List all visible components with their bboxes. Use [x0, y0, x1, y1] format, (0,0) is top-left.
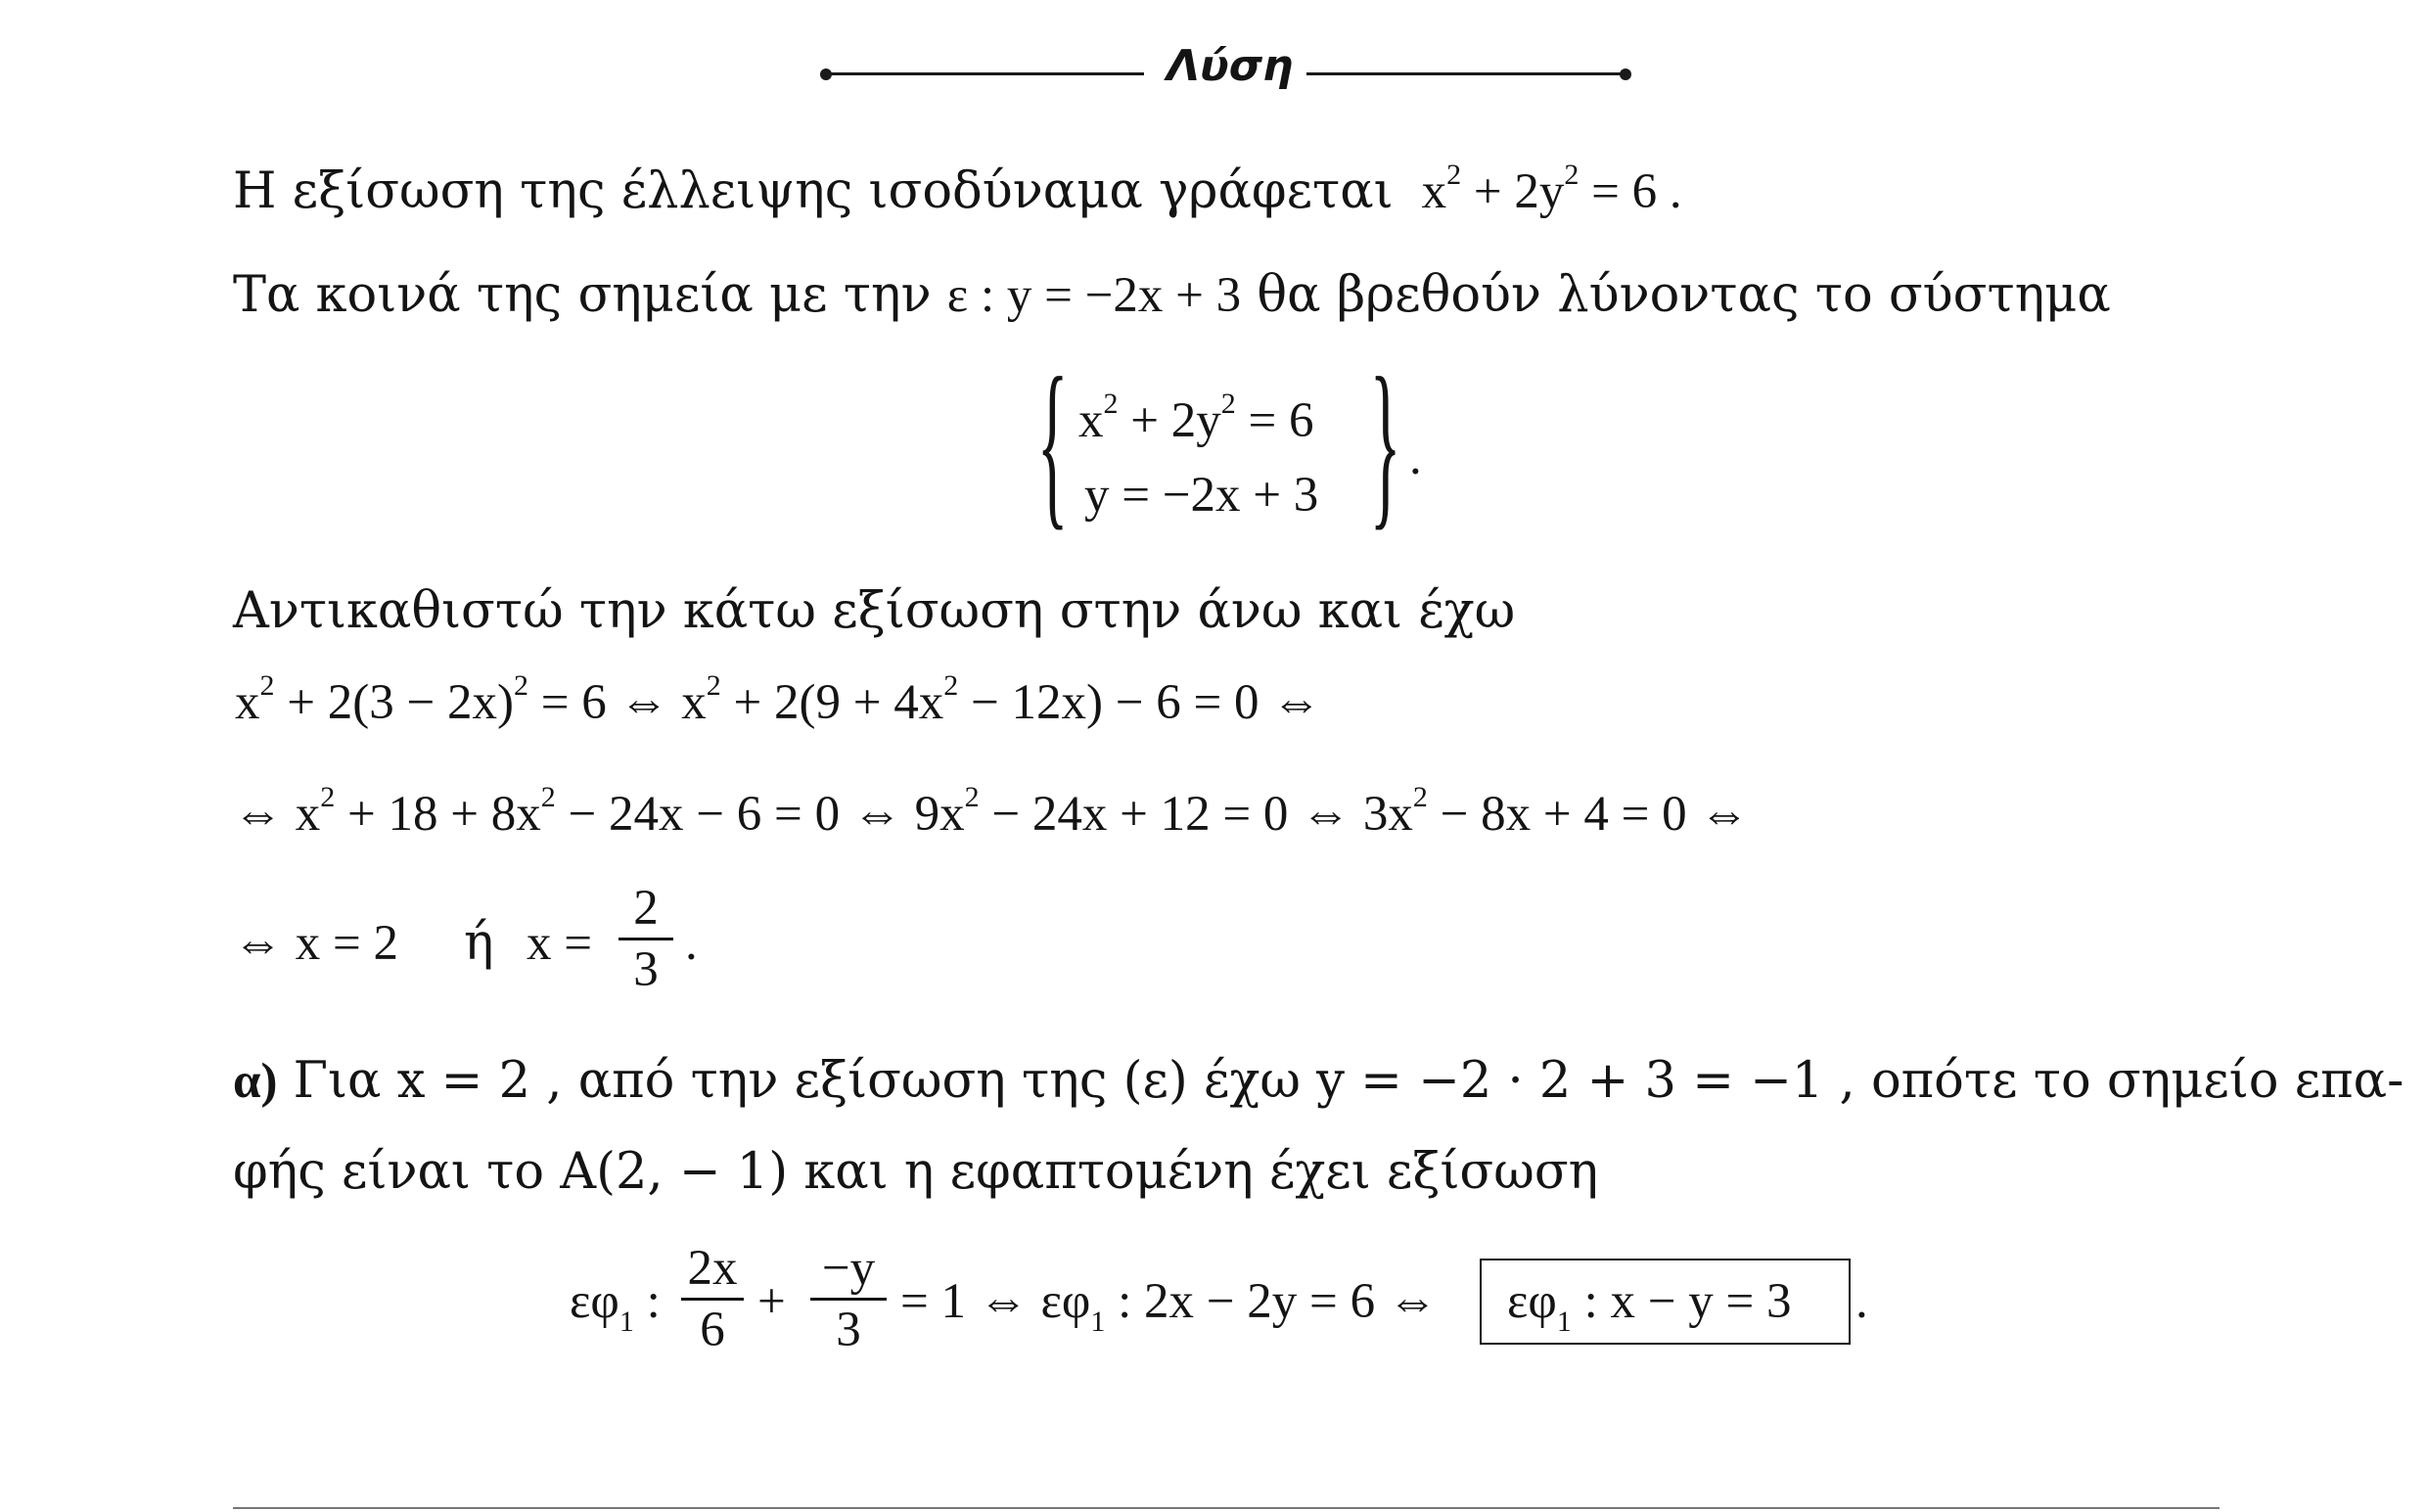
part-a-line-1 [233, 1052, 2404, 1111]
title-right-rule [1306, 72, 1625, 75]
title-left-rule [826, 72, 1144, 75]
tangent-mid-rest: : 2x − 2y = 6 ⇔ [1118, 1274, 1438, 1329]
paragraph-1-text: Η εξίσωση της έλλειψης ισοδύναμα γράφεται [233, 162, 1394, 220]
tangent-middle [900, 1272, 1438, 1338]
tangent-lhs [570, 1272, 661, 1338]
tangent-symbol: εφ [1507, 1274, 1557, 1329]
tangent-result [1507, 1272, 1792, 1338]
part-a-label: α) [233, 1054, 278, 1109]
paragraph-1 [233, 159, 1682, 228]
equation-line-3-prefix: ⇔ x = 2 [233, 916, 399, 971]
paragraph-3: Αντικαθιστώ την κάτω εξίσωση στην άνω και έχω [233, 582, 1516, 640]
tangent-mid-text: = 1 ⇔ εφ [900, 1274, 1091, 1329]
equation-line-3-end: . [685, 916, 698, 971]
fraction-denominator: 6 [700, 1303, 725, 1357]
equation-line-3-or: ή [464, 914, 494, 972]
system-left-brace: { [1036, 341, 1069, 546]
tangent-colon: : [646, 1274, 661, 1329]
tangent-plus: + [757, 1274, 786, 1329]
paragraph-2-text-a: Τα κοινά της σημεία με την [233, 266, 932, 324]
system-end-period: . [1409, 431, 1422, 485]
fraction-denominator: 3 [836, 1303, 861, 1357]
fraction-numerator: 2x [687, 1241, 738, 1296]
tangent-symbol: εφ [570, 1274, 619, 1329]
paragraph-2 [233, 266, 2111, 325]
part-a-line-2: φής είναι το Α(2, − 1) και η εφαπτομένη έχει εξίσωση [233, 1143, 1599, 1201]
tangent-subscript: 1 [1556, 1306, 1572, 1338]
fraction-2x-over-6 [681, 1239, 744, 1359]
system-row-2: y = −2x + 3 [1084, 468, 1319, 523]
tangent-end-period: . [1855, 1274, 1868, 1329]
line-equation: ε : y = −2x + 3 [946, 268, 1242, 323]
fraction-two-thirds [618, 879, 673, 999]
paragraph-2-text-b: θα βρεθούν λύνοντας το σύστημα [1257, 266, 2111, 324]
fraction-numerator: 2 [633, 881, 659, 936]
fraction-numerator: −y [821, 1241, 876, 1296]
paragraph-1-equation: $x^2 + 2y^2 = 6$ . [1408, 159, 1682, 219]
bottom-divider [233, 1507, 2220, 1509]
title-right-dot [1620, 69, 1631, 80]
section-title: Λύση [1167, 41, 1294, 91]
tangent-boxed-equation: : x − y = 3 [1583, 1274, 1792, 1329]
tangent-subscript: 1 [1090, 1306, 1106, 1338]
tangent-subscript: 1 [618, 1306, 634, 1338]
equation-line-1: $x^2 + 2(3 - 2x)^2 = 6$ ⇔ $x^2 + 2(9 + 4x^2 - 12x) - 6 = 0$ ⇔ [235, 669, 1322, 730]
part-a-text-1: Για x = 2 , από την εξίσωση της (ε) έχω y = −2 · 2 + 3 = −1 , οπότε το σημείο επα- [293, 1052, 2404, 1110]
system-right-brace: } [1369, 341, 1401, 546]
equation-line-2: ⇔ $x^2 + 18 + 8x^2 - 24x - 6 = 0$ ⇔ $9x^2 - 24x + 12 = 0$ ⇔ $3x^2 - 8x + 4 = 0$ ⇔ [233, 781, 1750, 842]
system-row-1: $x^2 + 2y^2 = 6$ [1078, 388, 1314, 448]
fraction-denominator: 3 [633, 942, 659, 997]
equation-line-3-x-eq: x = [527, 916, 593, 971]
fraction-minus-y-over-3 [810, 1239, 887, 1359]
